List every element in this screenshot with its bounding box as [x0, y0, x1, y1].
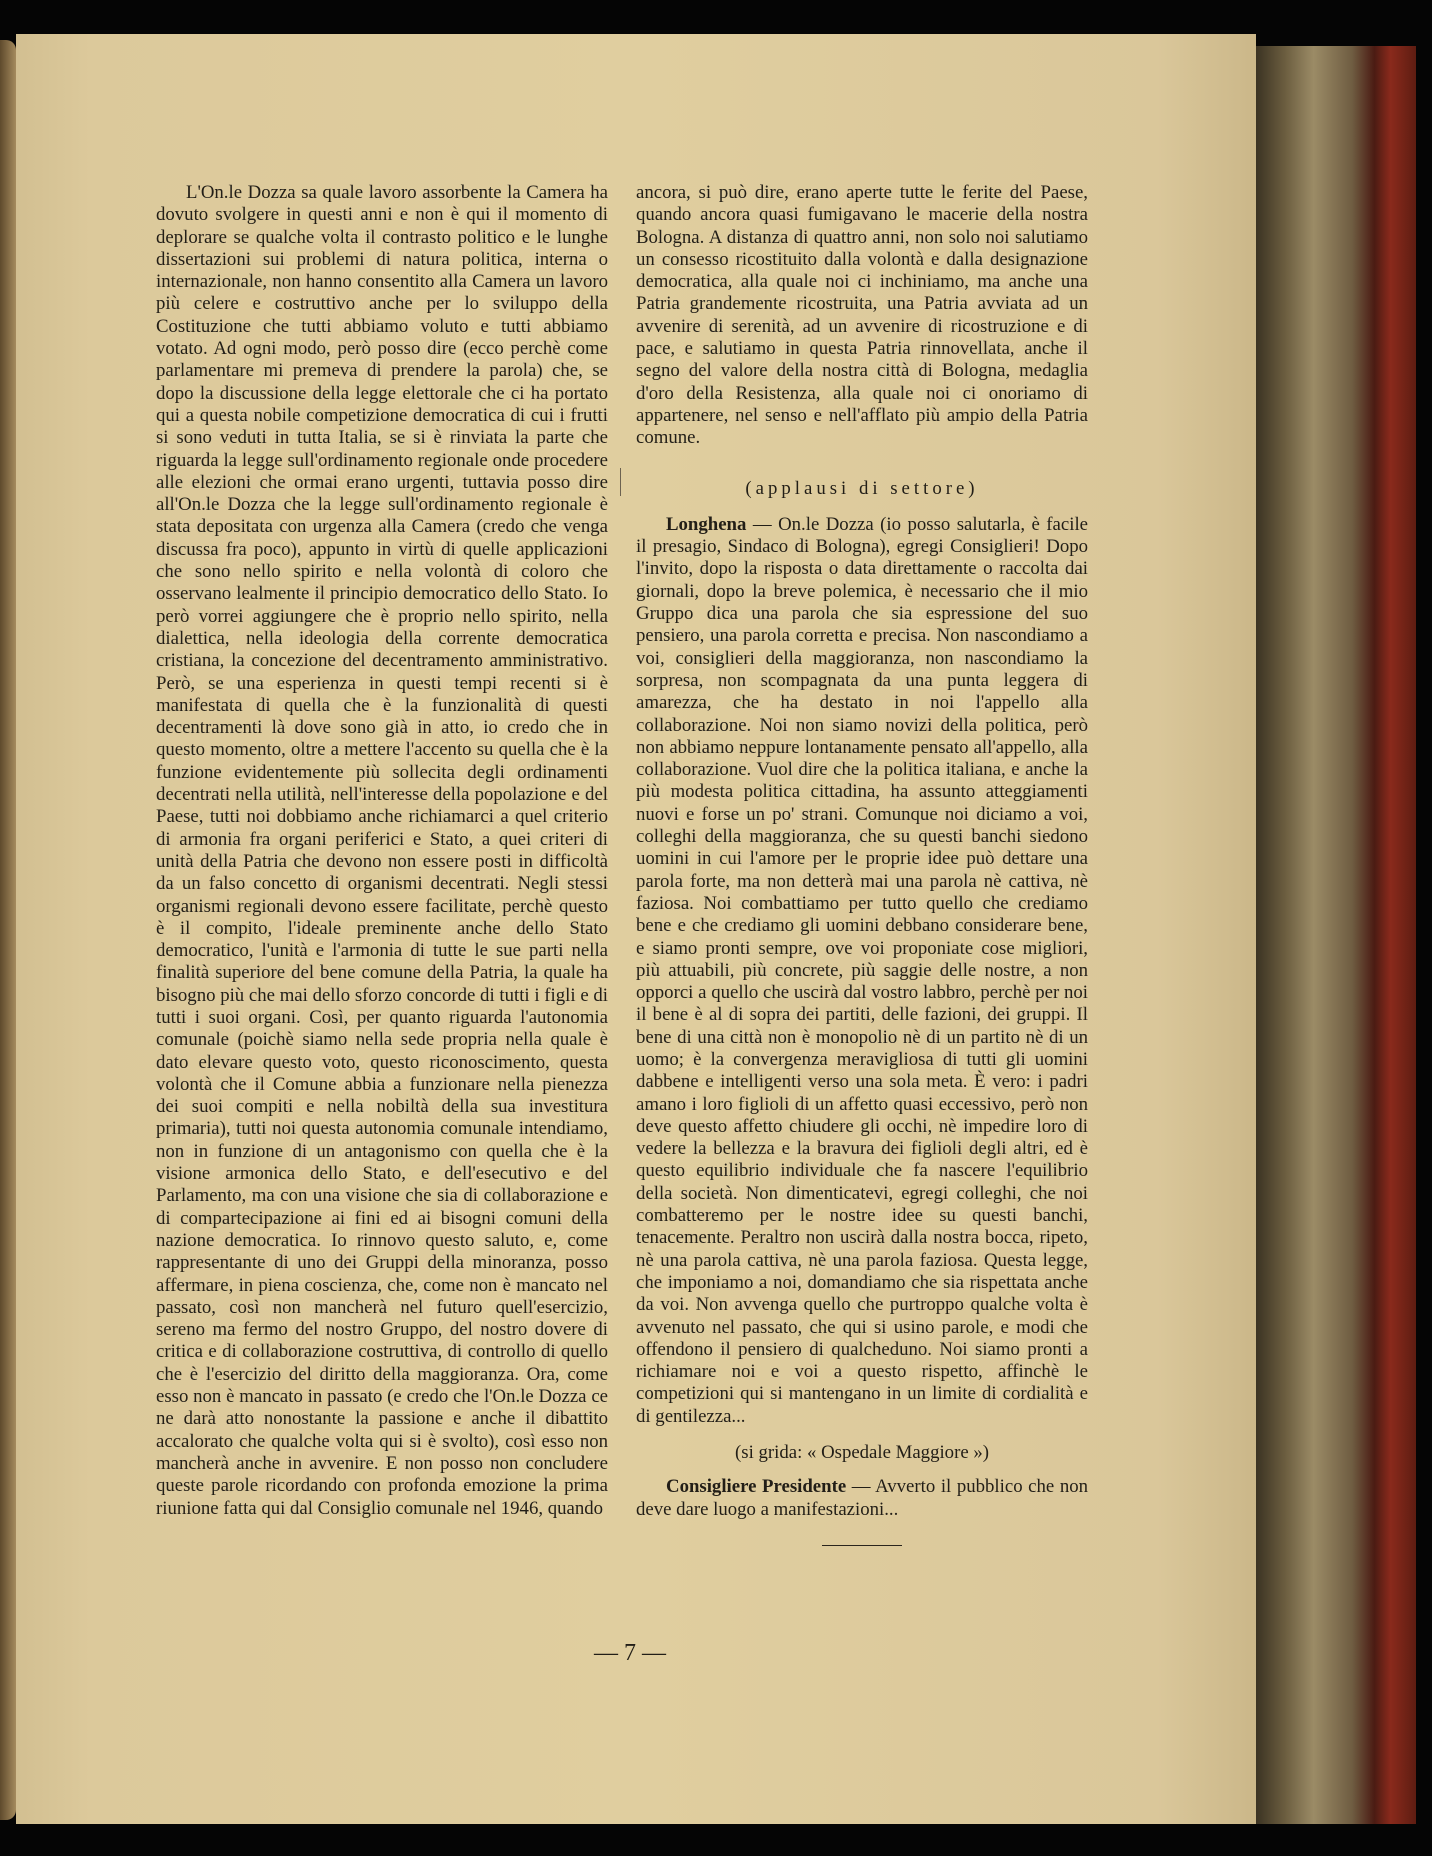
president-speech [636, 1476, 1088, 1521]
page-number: — 7 — [594, 1640, 666, 1666]
left-column [156, 182, 608, 1520]
president-speech-text: — Avverto il pubblico che non deve dare luogo a manifestazioni... [636, 1476, 1089, 1520]
shout-note: (si grida: « Ospedale Maggiore ») [735, 1442, 989, 1464]
column-divider [620, 468, 621, 496]
right-column [636, 182, 1088, 1546]
speaker-name-president: Consigliere Presidente [666, 1476, 847, 1498]
applause-note: (applausi di settore) [745, 477, 979, 499]
continuation-paragraph: ancora, si può dire, erano aperte tutte le ferite del Paese, quando ancora quasi fumigavano le macerie della nostra Bologna. A distanza di quattro anni, non solo noi salutiamo un consesso ricostituito dalla volontà e dalla designazione democratica, alla quale noi ci inchiniamo, ma anche una Patria grandemente ricostruita, una Patria avviata ad un avvenire di serenità, ad un avvenire di ricostruzione e di pace, e salutiamo in questa Patria rinnovellata, anche il segno del valore della nostra città di Bologna, medaglia d'oro della Resistenza, alla quale noi ci onoriamo di appartenere, nel senso e nell'afflato più ampio della Patria comune. [636, 182, 1088, 449]
previous-page-edge [0, 40, 16, 1820]
book-spine-edge [1256, 46, 1416, 1824]
longhena-speech-text: — On.le Dozza (io posso salutarla, è facile il presagio, Sindaco di Bologna), egregi Consiglieri! Dopo l'invito, dopo la risposta o data direttamente o raccolta dai giornali, dopo la breve polemica, è necessario che il mio Gruppo dica una parola che sia espressione del suo pensiero, una parola corretta e precisa. Non nascondiamo a voi, consiglieri della maggioranza, non nascondiamo la sorpresa, non scompagnata da una punta leggera di amarezza, che ha destato in noi l'appello alla collaborazione. Noi non siamo novizi della politica, però non abbiamo neppure lontanamente pensato all'appello, alla collaborazione. Vuol dire che la politica italiana, e anche la più modesta politica cittadina, ha assunto atteggiamenti nuovi e forse un po' strani. Comunque noi diciamo a voi, colleghi della maggioranza, che su questi banchi siedono uomini in cui l'amore per le proprie idee può dettare una parola forte, ma non detterà mai una parola nè cattiva, nè faziosa. Noi combattiamo per tutto quello che crediamo bene e che crediamo gli uomini debbano considerare bene, e siamo pronti sempre, ove voi proponiate cose migliori, più attuabili, più concrete, più saggie delle nostre, a non opporci a quello che uscirà dal vostro labbro, perchè per noi il bene è al di sopra dei partiti, delle fazioni, dei gruppi. Il bene di una città non è monopolio nè di un partito nè di un uomo; è la convergenza meravigliosa di tutti gli uomini dabbene e intelligenti verso una sola meta. È vero: i padri amano i loro figlioli di un affetto quasi eccessivo, però non deve questo affetto chiudere gli occhi, nè impedire loro di vedere la bellezza e la bravura dei figlioli degli altri, ed è questo equilibrio individuale che fa nascere l'equilibrio della società. Non dimenticatevi, egregi colleghi, che noi combatteremo per le nostre idee su questi banchi, tenacemente. Peraltro non uscirà dalla nostra bocca, ripeto, nè una parola cattiva, nè una parola faziosa. Questa legge, che imponiamo a noi, domandiamo che sia rispettata anche da voi. Non avvenga quello che purtroppo qualche volta è avvenuto nel passato, che qui si usino parole, e modi che offendono il pensiero di qualcheduno. Noi siamo pronti a richiamare noi e voi a questo rispetto, affinchè le competizioni qui si mantengano in un limite di cordialità e di gentilezza... [636, 513, 1088, 1427]
speaker-name-longhena: Longhena [666, 513, 747, 535]
longhena-speech [636, 514, 1088, 1428]
left-column-paragraph: L'On.le Dozza sa quale lavoro assorbente la Camera ha dovuto svolgere in questi anni e non è qui il momento di deplorare se qualche volta il contrasto politico e le lunghe dissertazioni sui problemi di natura politica, interna o internazionale, non hanno consentito alla Camera un lavoro più celere e costruttivo anche per lo sviluppo della Costituzione che tutti abbiamo voluto e tutti abbiamo votato. Ad ogni modo, però posso dire (ecco perchè come parlamentare mi premeva di prendere la parola) che, se dopo la discussione della legge elettorale che ci ha portato qui a questa nobile competizione democratica di cui i frutti si sono veduti in tutta Italia, se si è rinviata la parte che riguarda la legge sull'ordinamento regionale onde procedere alle elezioni che ormai erano urgenti, tuttavia posso dire all'On.le Dozza che la legge sull'ordinamento regionale è stata depositata con urgenza alla Camera (credo che venga discussa fra poco), appunto in virtù di quelle applicazioni che sono nello spirito e nella volontà di coloro che osservano lealmente il principio democratico dello Stato. Io però vorrei aggiungere che è proprio nello spirito, nella dialettica, nella ideologia della corrente democratica cristiana, la concezione del decentramento amministrativo. Però, se una esperienza in questi tempi recenti si è manifestata di quella che è la funzionalità di questi decentramenti là dove sono già in atto, io credo che in questo momento, oltre a mettere l'accento su quella che è la funzione evidentemente più sollecita degli ordinamenti decentrati nella utilità, nell'interesse della popolazione e del Paese, tutti noi dobbiamo anche richiamarci a quel criterio di armonia fra organi periferici e Stato, a quei criteri di unità della Patria che devono non essere posti in difficoltà da un falso concetto di organismi decentrati. Negli stessi organismi regionali devono essere facilitate, perchè questo è il compito, l'ideale preminente anche dello Stato democratico, l'unità e l'armonia di tutte le sue parti nella finalità superiore del bene comune della Patria, la quale ha bisogno più che mai dello sforzo concorde di tutti i figli e di tutti i suoi organi. Così, per quanto riguarda l'autonomia comunale (poichè siamo nella sede propria nella quale è dato elevare questo voto, questo riconoscimento, questa volontà che il Comune abbia a funzionare nella pienezza dei suoi compiti e nella nobiltà della sua investitura primaria), tutti noi questa autonomia comunale intendiamo, non in funzione di un antagonismo con quella che è la visione armonica dello Stato, e dell'esecutivo e del Parlamento, ma con una visione che sia di collaborazione e di compartecipazione ai fini ed ai bisogni comuni della nazione democratica. Io rinnovo questo saluto, e, come rappresentante di uno dei Gruppi della minoranza, posso affermare, in piena coscienza, che, come non è mancato nel passato, così non mancherà nel futuro quell'esercizio, sereno ma fermo del nostro Gruppo, del nostro dovere di critica e di collaborazione costruttiva, di controllo di quello che è l'esercizio del diritto della maggioranza. Ora, come esso non è mancato in passato (e credo che l'On.le Dozza ce ne darà atto nonostante la passione e anche il dibattito accalorato che qualche volta qui si è svolto), così esso non mancherà anche in avvenire. E non posso non concludere queste parole ricordando con profonda emozione la prima riunione fatta qui dal Consiglio comunale nel 1946, quando [156, 182, 608, 1519]
section-rule [822, 1545, 902, 1546]
